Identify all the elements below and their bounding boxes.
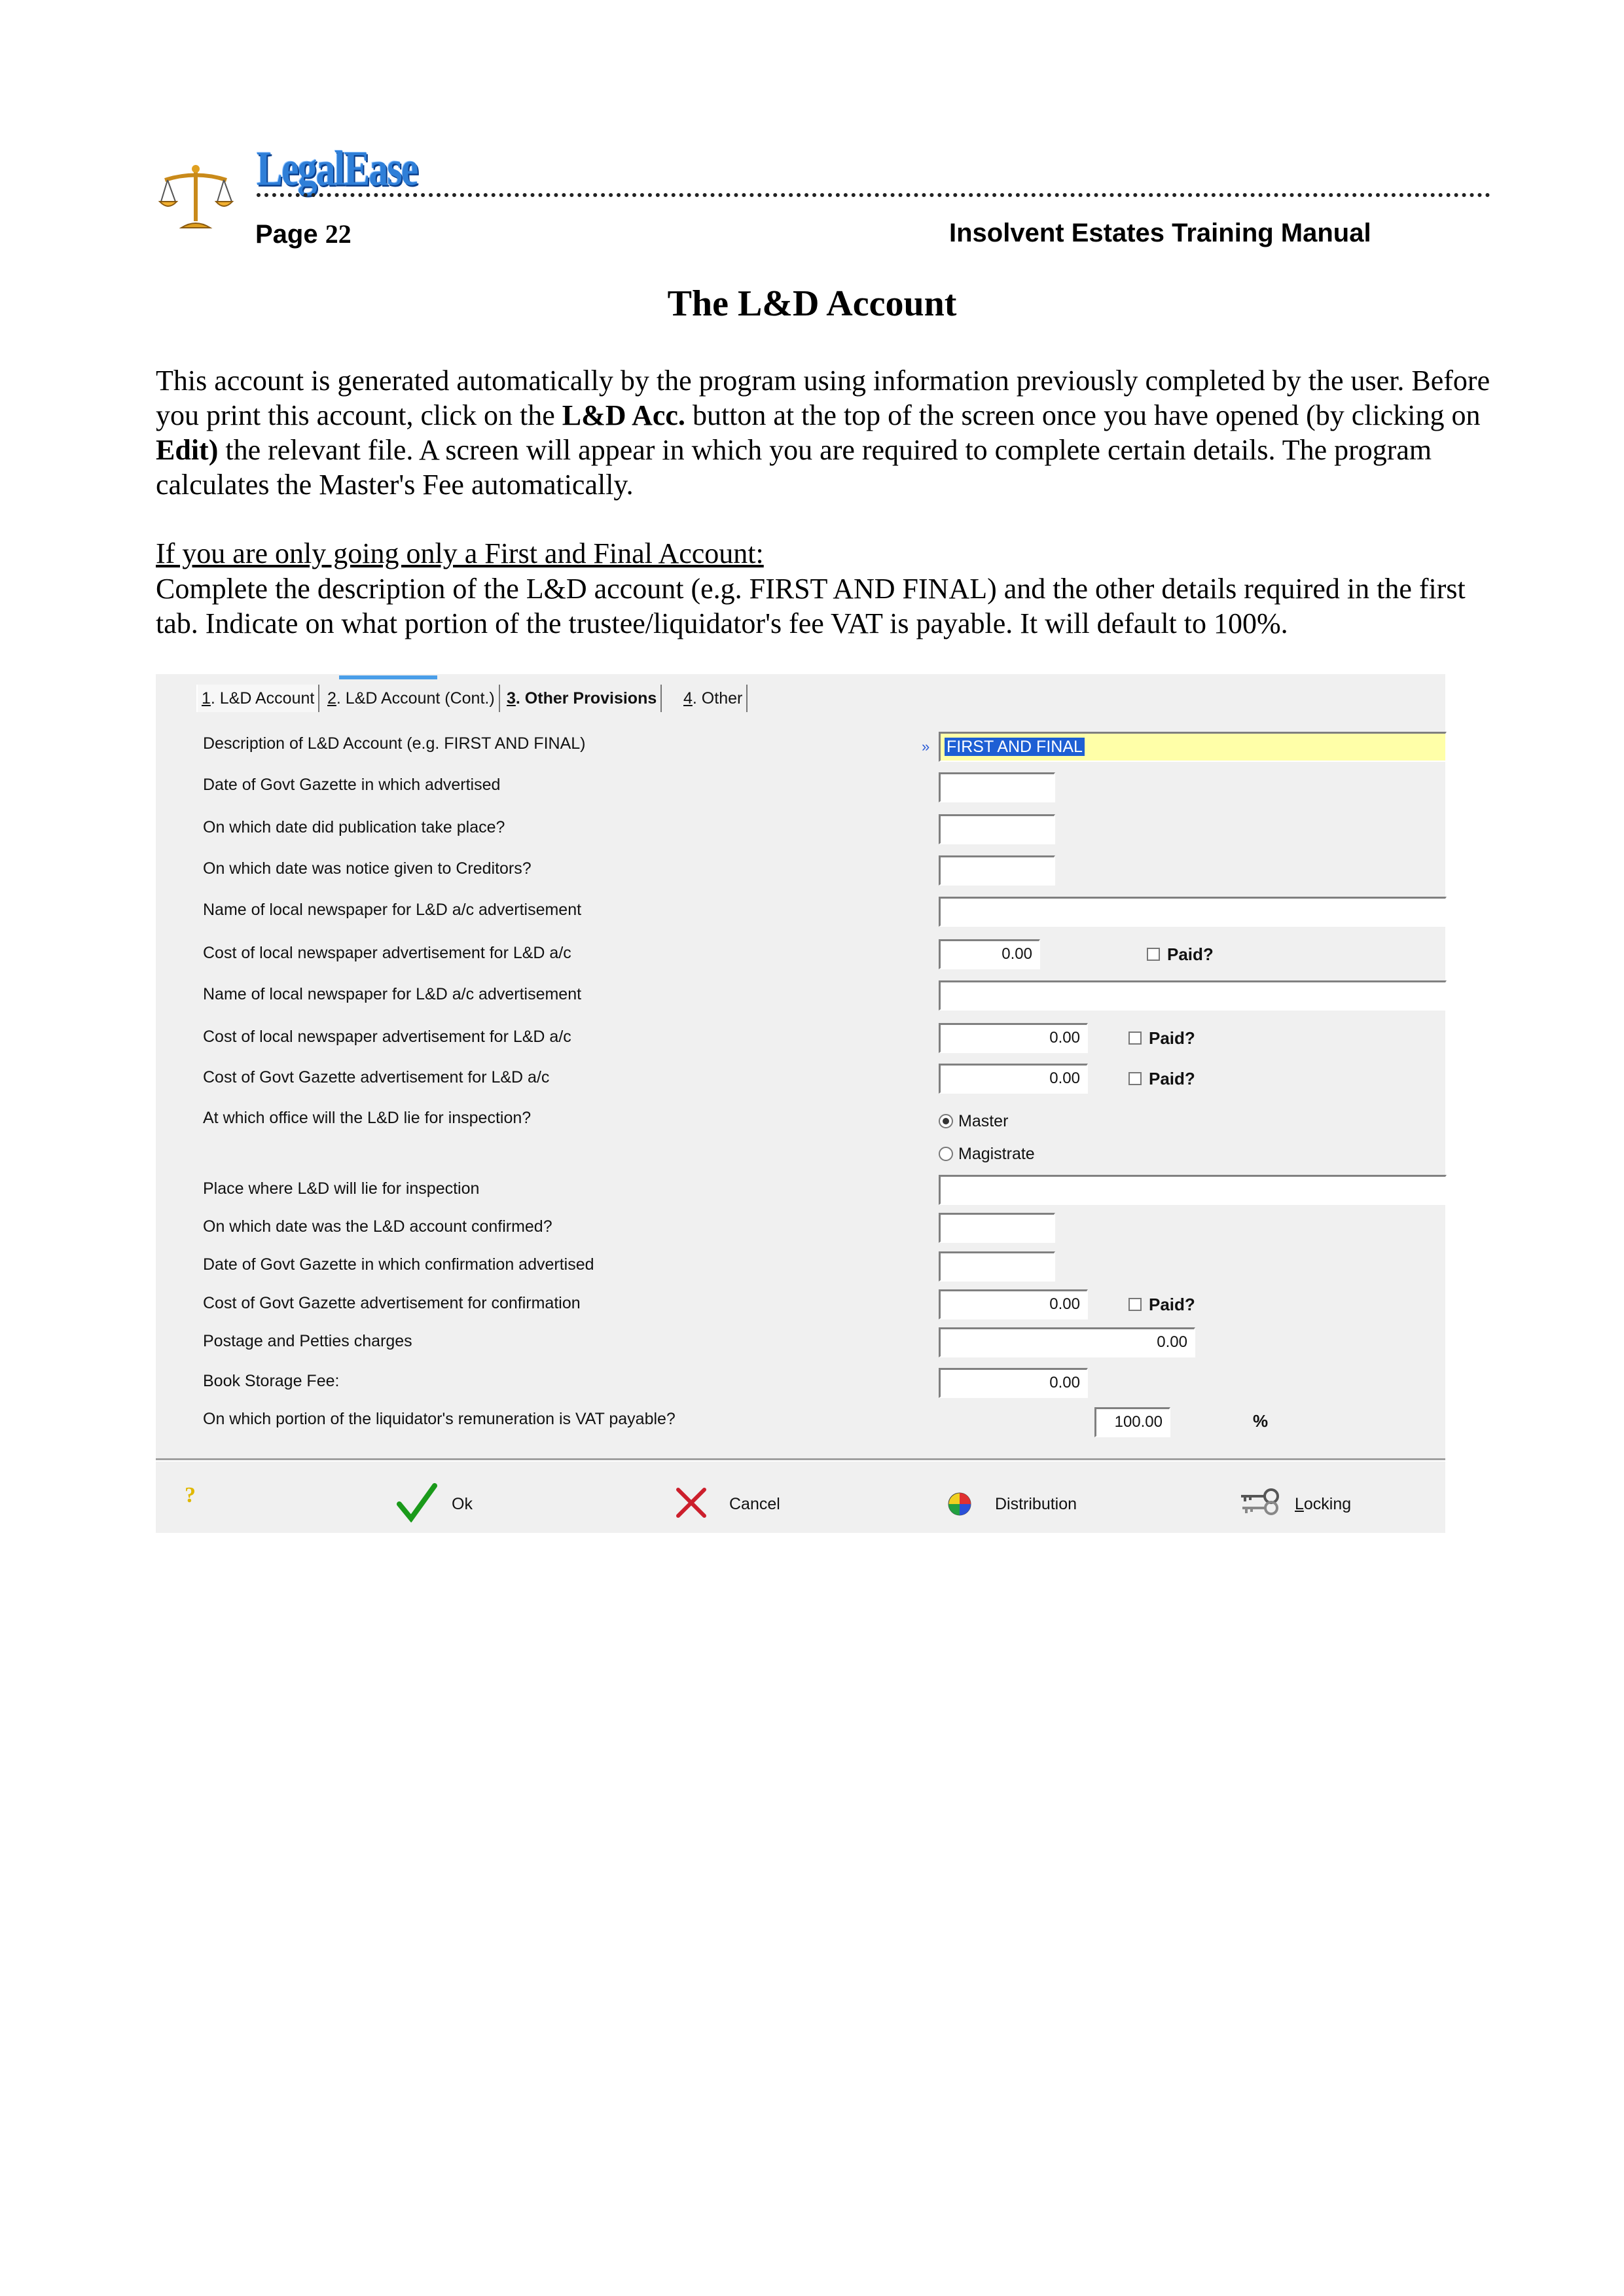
label-newspaper-name-2: Name of local newspaper for L&D a/c advertisement xyxy=(203,985,582,1003)
locking-button[interactable] xyxy=(1238,1483,1369,1522)
intro-bold-edit: Edit) xyxy=(156,434,219,466)
paid-label: Paid? xyxy=(1149,1069,1195,1088)
ld-account-form xyxy=(156,674,1445,1533)
notice-date-input[interactable] xyxy=(939,855,1055,886)
label-description: Description of L&D Account (e.g. FIRST AND FINAL) xyxy=(203,734,586,753)
scales-logo-icon xyxy=(158,164,234,232)
paid-checkbox-newspaper-1[interactable] xyxy=(1147,948,1160,961)
tab-number: 4 xyxy=(683,689,693,708)
label-postage: Postage and Petties charges xyxy=(203,1332,412,1350)
brand-logo: LegalEase xyxy=(257,141,418,196)
page-number xyxy=(255,219,352,249)
tab-number: 3 xyxy=(507,689,516,708)
footer-divider xyxy=(156,1458,1445,1462)
label-inspection-office: At which office will the L&D lie for inspection? xyxy=(203,1109,532,1127)
newspaper-cost-2-input[interactable]: 0.00 xyxy=(939,1023,1088,1053)
inspection-place-input[interactable] xyxy=(939,1175,1447,1205)
vat-portion-input[interactable]: 100.00 xyxy=(1094,1407,1170,1437)
tab-ld-account[interactable] xyxy=(196,685,319,712)
subheading: If you are only going only a First and Final Account: xyxy=(156,537,764,569)
label-newspaper-cost-1: Cost of local newspaper advertisement for L&D a/c xyxy=(203,944,571,962)
required-marker-icon: » xyxy=(922,738,930,755)
label-vat-portion: On which portion of the liquidator's remuneration is VAT payable? xyxy=(203,1410,676,1428)
label-newspaper-name-1: Name of local newspaper for L&D a/c advertisement xyxy=(203,901,582,919)
description-selected-text: FIRST AND FINAL xyxy=(945,738,1085,756)
label-inspection-place: Place where L&D will lie for inspection xyxy=(203,1179,480,1198)
paid-checkbox-confirmation[interactable] xyxy=(1128,1298,1142,1311)
radio-label-magistrate: Magistrate xyxy=(958,1145,1035,1163)
paid-label: Paid? xyxy=(1149,1295,1195,1314)
gazette-cost-input[interactable]: 0.00 xyxy=(939,1064,1088,1094)
help-icon[interactable]: ? xyxy=(185,1483,196,1507)
radio-label-master: Master xyxy=(958,1112,1009,1130)
instruction-paragraph: Complete the description of the L&D account (e.g. FIRST AND FINAL) and the other details required in the first tab. Indicate on what portion of the trustee/liquidator's fee VAT is payable. It will default to 100%. xyxy=(156,573,1466,639)
tab-label: . L&D Account xyxy=(210,689,315,708)
tab-other[interactable] xyxy=(679,685,748,712)
ok-button[interactable] xyxy=(397,1483,501,1522)
label-confirmation-gazette-cost: Cost of Govt Gazette advertisement for confirmation xyxy=(203,1294,581,1312)
label-gazette-cost: Cost of Govt Gazette advertisement for L&D a/c xyxy=(203,1068,550,1086)
label-publication-date: On which date did publication take place? xyxy=(203,818,505,836)
label-confirmation-gazette-date: Date of Govt Gazette in which confirmation advertised xyxy=(203,1255,594,1274)
label-gazette-date: Date of Govt Gazette in which advertised xyxy=(203,776,501,794)
paid-checkbox-newspaper-2[interactable] xyxy=(1128,1031,1142,1045)
intro-text-1: This account is generated automatically by the program using information previously completed by the user. Before you print this account, click on the xyxy=(156,365,1490,431)
distribution-button[interactable] xyxy=(947,1483,1097,1522)
label-confirmed-date: On which date was the L&D account confirmed? xyxy=(203,1217,552,1236)
tab-other-provisions[interactable] xyxy=(503,685,662,712)
newspaper-name-2-input[interactable] xyxy=(939,980,1447,1011)
distribution-label: Distribution xyxy=(995,1495,1077,1513)
radio-magistrate[interactable] xyxy=(939,1147,953,1161)
header-divider xyxy=(257,193,1490,197)
page-label-text: Page xyxy=(255,220,318,249)
section-heading: The L&D Account xyxy=(667,283,957,324)
intro-text-3: the relevant file. A screen will appear in which you are required to complete certain details. The program calculates the Master's Fee automatically. xyxy=(156,434,1432,501)
manual-title: Insolvent Estates Training Manual xyxy=(949,219,1371,247)
description-input[interactable] xyxy=(939,732,1447,762)
paid-label: Paid? xyxy=(1149,1028,1195,1048)
keys-icon xyxy=(1238,1487,1282,1520)
locking-mnemonic: L xyxy=(1295,1495,1304,1513)
label-storage: Book Storage Fee: xyxy=(203,1372,340,1390)
tab-label: . Other Provisions xyxy=(515,689,657,708)
cancel-button[interactable] xyxy=(674,1483,805,1522)
paid-label: Paid? xyxy=(1167,944,1214,964)
confirmation-gazette-cost-input[interactable]: 0.00 xyxy=(939,1289,1088,1319)
percent-sign: % xyxy=(1253,1411,1269,1431)
locking-rest: ocking xyxy=(1303,1495,1352,1513)
tab-ld-account-cont[interactable] xyxy=(323,685,500,712)
pie-chart-icon xyxy=(947,1491,973,1517)
gazette-date-input[interactable] xyxy=(939,772,1055,802)
tab-number: 2 xyxy=(327,689,336,708)
cancel-label: Cancel xyxy=(729,1495,780,1513)
checkmark-icon xyxy=(397,1483,437,1522)
intro-text-2: button at the top of the screen once you have opened (by clicking on xyxy=(685,399,1481,431)
intro-bold-ld-acc: L&D Acc. xyxy=(562,399,685,431)
page-number-value: 22 xyxy=(325,219,352,249)
label-newspaper-cost-2: Cost of local newspaper advertisement for L&D a/c xyxy=(203,1028,571,1046)
confirmation-gazette-date-input[interactable] xyxy=(939,1251,1055,1282)
newspaper-name-1-input[interactable] xyxy=(939,897,1447,927)
newspaper-cost-1-input[interactable]: 0.00 xyxy=(939,939,1040,969)
intro-paragraph xyxy=(156,363,1491,502)
label-notice-date: On which date was notice given to Creditors? xyxy=(203,859,532,878)
confirmed-date-input[interactable] xyxy=(939,1213,1055,1243)
postage-input[interactable]: 0.00 xyxy=(939,1327,1195,1357)
locking-label xyxy=(1295,1495,1351,1514)
ok-label: Ok xyxy=(452,1495,473,1513)
tab-label: . L&D Account (Cont.) xyxy=(336,689,495,708)
tab-number: 1 xyxy=(202,689,211,708)
tab-label: . Other xyxy=(692,689,743,708)
cancel-x-icon xyxy=(674,1486,708,1520)
storage-input[interactable]: 0.00 xyxy=(939,1368,1088,1398)
publication-date-input[interactable] xyxy=(939,814,1055,844)
tab-hover-highlight xyxy=(339,675,437,679)
radio-master[interactable] xyxy=(939,1114,953,1128)
paid-checkbox-gazette[interactable] xyxy=(1128,1072,1142,1085)
